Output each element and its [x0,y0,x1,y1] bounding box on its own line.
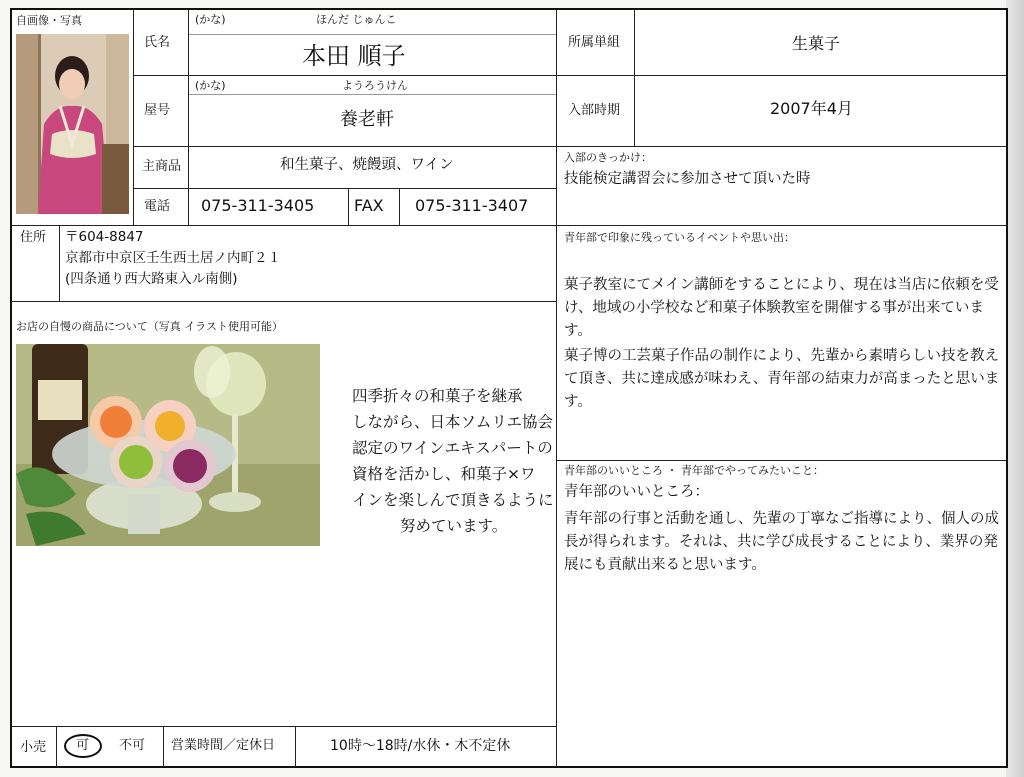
name-label: 氏名 [144,35,171,50]
proud-line-4: 資格を活かし、和菓子×ワ [352,465,536,483]
phone-value: 075-311-3405 [201,196,315,215]
address-line1: 京都市中京区壬生西土居ノ内町２１ [65,250,281,266]
proud-line-1: 四季折々の和菓子を継承 [352,387,523,405]
divider [556,460,1006,461]
hours-value: 10時〜18時/水休・木不定休 [330,738,511,754]
divider [348,188,349,225]
good-points-label: 青年部のいいところ ・ 青年部でやってみたいこと： [564,464,824,477]
divider [634,10,635,146]
divider [133,10,134,225]
proud-line-5: インを楽しんで頂きるように [352,491,554,509]
divider [163,726,164,767]
affiliation-value: 生菓子 [792,34,841,53]
good-points-subheading: 青年部のいいところ： [564,484,709,500]
join-date-value: 2007年4月 [770,99,853,118]
fax-value: 075-311-3407 [415,196,529,215]
memories-label: 青年部で印象に残っているイベントや思い出： [564,231,795,244]
divider [133,188,556,189]
fax-label: FAX [354,196,384,215]
product-image [16,344,320,546]
divider [12,225,1006,226]
address-postal: 〒604-8847 [65,229,144,245]
address-line2: (四条通り西大路東入ル南側) [65,271,238,287]
hours-label: 営業時間／定休日 [171,738,276,753]
product-photo [16,344,320,546]
shop-kana: ようろうけん [342,79,408,92]
portrait-photo [16,34,129,214]
address-label: 住所 [20,230,47,245]
divider [12,301,556,302]
proud-product-label: お店の自慢の商品について（写真 イラスト使用可能） [16,320,283,333]
kana-rule [188,94,556,95]
retail-yes: 可 [76,738,90,753]
divider [295,726,296,767]
products-value: 和生菓子、焼饅頭、ワイン [280,157,454,173]
name-kana: ほんだ じゅんこ [316,13,397,26]
affiliation-label: 所属単組 [568,35,621,50]
profile-sheet [10,8,1008,768]
memories-paragraph-1: 菓子教室にてメイン講師をすることにより、現在は当店に依頼を受け、地域の小学校など和菓子体験教室を開催する事が出来ています。 [564,277,999,339]
divider [399,188,400,225]
good-points-paragraph: 青年部の行事と活動を通し、先輩の丁寧なご指導により、個人の成長が得られます。それは、共に学び成長することにより、業界の発展にも貢献出来ると思います。 [564,511,999,573]
divider [12,726,556,727]
divider [133,146,1006,147]
portrait-label: 自画像・写真 [16,14,82,27]
shop-name-label: 屋号 [144,103,171,118]
shop-name-value: 養老軒 [340,109,394,130]
shop-kana-label: (かな) [195,79,226,92]
divider [59,225,60,301]
divider [56,726,57,767]
portrait-image [16,34,129,214]
memories-paragraph-2: 菓子博の工芸菓子作品の制作により、先輩から素晴らしい技を教えて頂き、共に達成感が味わえ、青年部の結束力が高まったと思います。 [564,348,1000,410]
reason-value: 技能検定講習会に参加させて頂いた時 [564,171,811,187]
reason-label: 入部のきっかけ： [564,151,652,164]
products-label: 主商品 [142,159,182,174]
kana-rule [188,34,556,35]
name-value: 本田 順子 [302,42,406,70]
proud-line-2: しながら、日本ソムリエ協会 [352,413,554,431]
proud-line-3: 認定のワインエキスパートの [352,439,553,457]
proud-line-6: 努めています。 [400,517,508,535]
divider [556,10,557,767]
retail-no: 不可 [119,738,146,753]
divider [133,75,1006,76]
retail-label: 小売 [20,740,47,755]
binding-shadow [1006,0,1024,777]
phone-label: 電話 [144,199,171,214]
name-kana-label: (かな) [195,13,226,26]
divider [188,10,189,225]
join-date-label: 入部時期 [568,103,621,118]
